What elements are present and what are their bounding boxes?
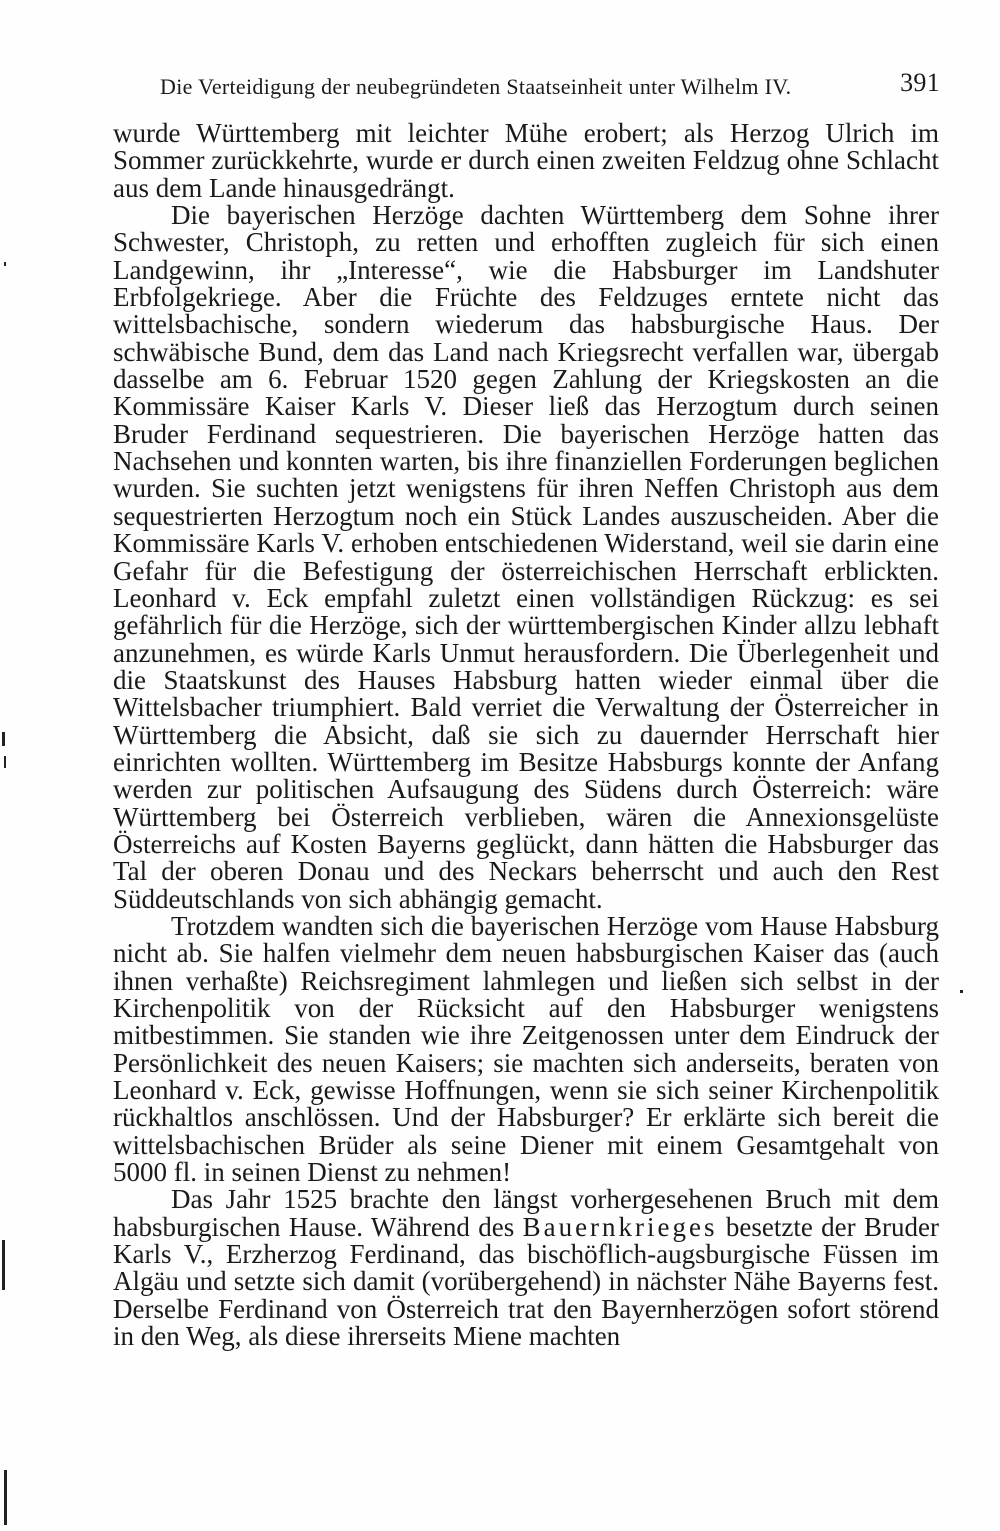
paragraph-4-end: besetzte der Bruder Karls V., Erzherzog Ferdinand, das bischöflich-augsburgische Füssen im Algäu und setzte sich damit (vorübergehend) in nächster Nähe Bayerns fest. Derselbe Ferdinand von Österreich trat den Bayernherzögen sofort störend in den Weg, als diese ihrerseits Miene machten [113, 1211, 939, 1352]
paragraph-4-start: Das Jahr 1525 brachte den längst vorhergesehenen Bruch mit dem habsburgischen Hause. Während des [113, 1184, 939, 1242]
scan-speck-3 [4, 756, 6, 768]
page-number: 391 [900, 68, 940, 97]
paragraph-2: Die bayerischen Herzöge dachten Württemberg dem Sohne ihrer Schwester, Christoph, zu retten und erhofften zugleich für sich einen Landgewinn, ihr „Interesse“, wie die Habsburger im Landshuter Erbfolgekriege. Aber die Früchte des Feldzuges erntete nicht das wittelsbachische, sondern wiederum das habsburgische Haus. Der schwäbische Bund, dem das Land nach Kriegsrecht verfallen war, übergab dasselbe am 6. Februar 1520 gegen Zahlung der Kriegskosten an die Kommissäre Kaiser Karls V. Dieser ließ das Herzogtum durch seinen Bruder Ferdinand sequestrieren. Die bayerischen Herzöge hatten das Nachsehen und konnten warten, bis ihre finanziellen Forderungen beglichen wurden. Sie suchten jetzt wenigstens für ihren Neffen Christoph aus dem sequestrierten Herzogtum noch ein Stück Landes auszuscheiden. Aber die Kommissäre Karls V. erhoben entschiedenen Widerstand, weil sie darin eine Gefahr für die Befestigung der österreichischen Herrschaft erblickten. Leonhard v. Eck empfahl zuletzt einen vollständigen Rückzug: es sei gefährlich für die Herzöge, sich der württembergischen Kinder allzu lebhaft anzunehmen, es würde Karls Unmut herausfordern. Die Überlegenheit und die Staatskunst des Hauses Habsburg hatten wieder einmal über die Wittelsbacher triumphiert. Bald verriet die Verwaltung der Österreicher in Württemberg die Absicht, daß sie sich zu dauernder Herrschaft hier einrichten wollten. Württemberg im Besitze Habsburgs konnte der Anfang werden zur politischen Aufsaugung des Südens durch Österreich: wäre Württemberg bei Österreich verblieben, wären die Annexionsgelüste Österreichs auf Kosten Bayerns geglückt, dann hätten die Habsburger das Tal der oberen Donau und des Neckars beherrscht und auch den Rest Süddeutschlands von sich abhängig gemacht. [113, 200, 939, 914]
paragraph-4 [113, 1186, 939, 1350]
running-title: Die Verteidigung der neubegründeten Staatseinheit unter Wilhelm IV. [160, 74, 792, 99]
body-text [113, 120, 939, 1350]
scan-speck-right [960, 990, 963, 993]
scan-speck-2 [2, 732, 5, 746]
running-head [160, 68, 940, 108]
paragraph-1: wurde Württemberg mit leichter Mühe erobert; als Herzog Ulrich im Sommer zurückkehrte, wurde er durch einen zweiten Feldzug ohne Schlacht aus dem Lande hinausgedrängt. [113, 118, 939, 203]
scan-speck-1 [4, 262, 6, 266]
scan-edge-line-bottom [4, 1470, 7, 1525]
paragraph-3: Trotzdem wandten sich die bayerischen Herzöge vom Hause Habsburg nicht ab. Sie halfen vielmehr dem neuen habsburgischen Kaiser das (auch ihnen verhaßte) Reichsregiment lahmlegen und ließen sich selbst in der Kirchenpolitik von der Rücksicht auf den Habsburger wenigstens mitbestimmen. Sie standen wie ihre Zeitgenossen unter dem Eindruck der Persönlichkeit des neuen Kaisers; sie machten sich anderseits, beraten von Leonhard v. Eck, gewisse Hoffnungen, wenn sie sich seiner Kirchenpolitik rückhaltlos anschlössen. Und der Habsburger? Er erklärte sich bereit die wittelsbachischen Brüder als seine Diener mit einem Gesamtgehalt von 5000 fl. in seinen Dienst zu nehmen! [113, 910, 939, 1188]
scan-edge-line [2, 1240, 5, 1290]
emphasis-bauernkrieges: Bauernkrieges [522, 1211, 718, 1242]
